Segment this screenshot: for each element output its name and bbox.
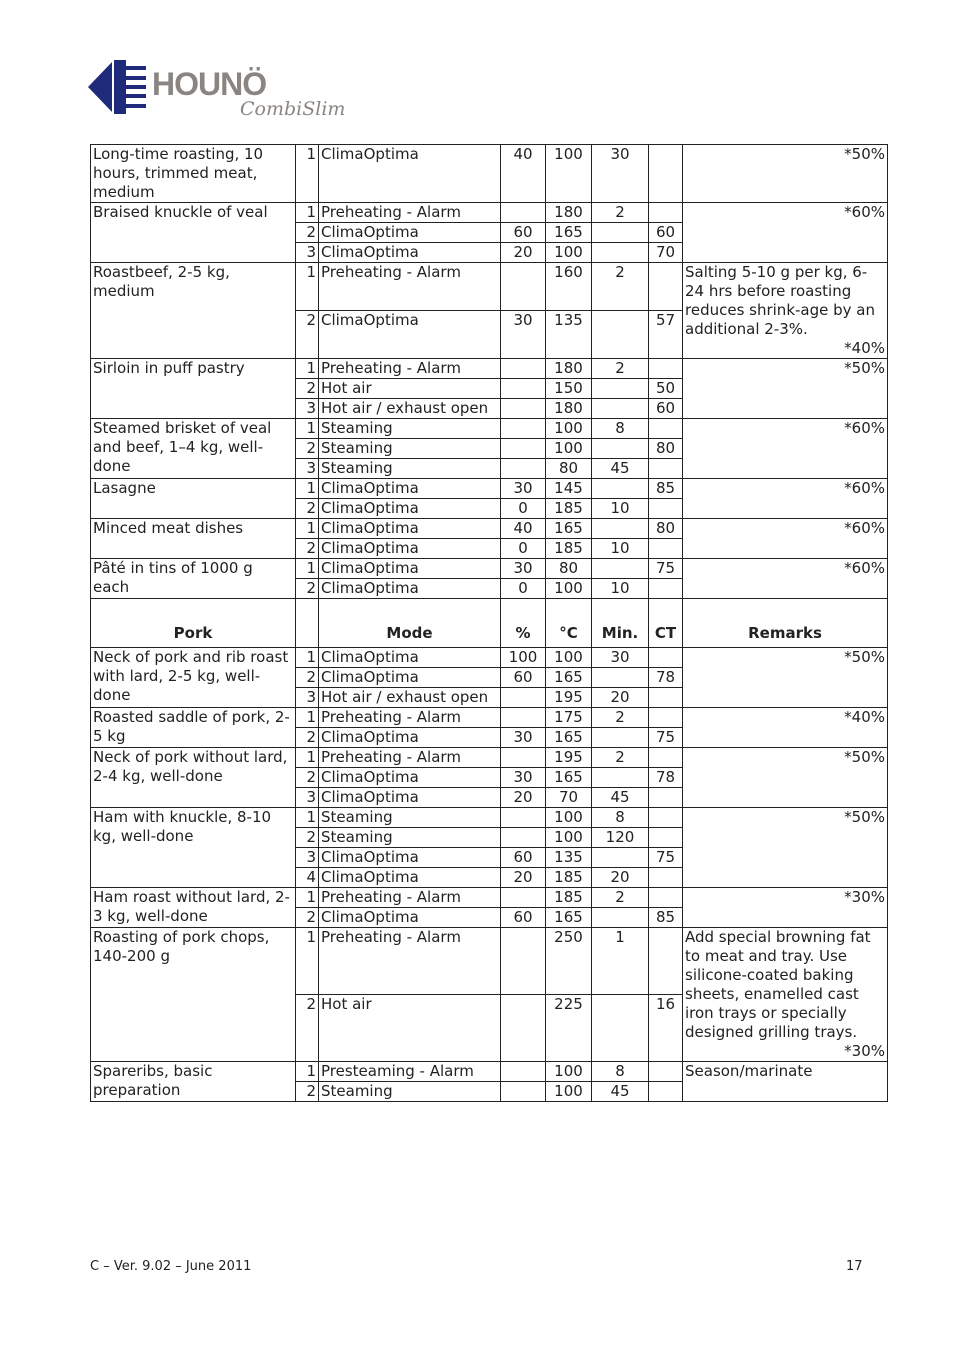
temperature: 165 — [546, 223, 592, 243]
minutes: 2 — [592, 359, 649, 379]
step-number: 1 — [296, 928, 319, 995]
cooking-mode: ClimaOptima — [319, 311, 501, 359]
cooking-mode: Preheating - Alarm — [319, 263, 501, 311]
remarks — [683, 145, 888, 203]
temperature: 225 — [546, 995, 592, 1062]
step-number: 1 — [296, 808, 319, 828]
core-temperature — [649, 359, 683, 379]
dish-name: Steamed brisket of veal and beef, 1–4 kg, well-done — [91, 419, 296, 479]
humidity-percent — [501, 459, 546, 479]
humidity-percent — [501, 688, 546, 708]
minutes: 10 — [592, 539, 649, 559]
minutes — [592, 479, 649, 499]
table-row — [91, 519, 888, 539]
humidity-percent: 0 — [501, 499, 546, 519]
cooking-mode: ClimaOptima — [319, 768, 501, 788]
temperature: 70 — [546, 788, 592, 808]
cooking-mode: ClimaOptima — [319, 499, 501, 519]
cooking-mode: ClimaOptima — [319, 848, 501, 868]
core-temperature: 75 — [649, 728, 683, 748]
core-temperature — [649, 419, 683, 439]
cooking-mode: Preheating - Alarm — [319, 748, 501, 768]
temperature: 165 — [546, 728, 592, 748]
core-temperature: 85 — [649, 908, 683, 928]
core-temperature: 60 — [649, 399, 683, 419]
remarks — [683, 1062, 888, 1102]
header-min: Min. — [592, 599, 649, 648]
minutes: 10 — [592, 499, 649, 519]
temperature: 185 — [546, 868, 592, 888]
cooking-table — [90, 144, 888, 1102]
minutes — [592, 908, 649, 928]
core-temperature — [649, 708, 683, 728]
temperature: 195 — [546, 688, 592, 708]
humidity-percent — [501, 439, 546, 459]
step-number: 3 — [296, 243, 319, 263]
humidity-percent — [501, 399, 546, 419]
humidity-percent: 30 — [501, 728, 546, 748]
temperature: 135 — [546, 311, 592, 359]
table-row — [91, 263, 888, 311]
humidity-percent — [501, 995, 546, 1062]
minutes: 45 — [592, 788, 649, 808]
core-temperature — [649, 499, 683, 519]
pork-header — [91, 599, 888, 648]
remarks — [683, 479, 888, 519]
dish-name: Pâté in tins of 1000 g each — [91, 559, 296, 599]
core-temperature: 70 — [649, 243, 683, 263]
step-number: 1 — [296, 263, 319, 311]
cooking-mode: Preheating - Alarm — [319, 708, 501, 728]
step-number: 3 — [296, 459, 319, 479]
cooking-mode: Hot air — [319, 379, 501, 399]
header-mode: Mode — [319, 599, 501, 648]
temperature: 195 — [546, 748, 592, 768]
cooking-mode: Preheating - Alarm — [319, 359, 501, 379]
step-number: 1 — [296, 519, 319, 539]
step-number: 2 — [296, 828, 319, 848]
table-row — [91, 479, 888, 499]
humidity-percent: 0 — [501, 539, 546, 559]
temperature: 185 — [546, 888, 592, 908]
header-pct: % — [501, 599, 546, 648]
humidity-percent: 60 — [501, 668, 546, 688]
hounoe-logo — [88, 52, 348, 127]
dish-name: Sirloin in puff pastry — [91, 359, 296, 419]
humidity-percent — [501, 748, 546, 768]
step-number: 1 — [296, 145, 319, 203]
humidity-percent — [501, 888, 546, 908]
temperature: 100 — [546, 419, 592, 439]
cooking-mode: Hot air / exhaust open — [319, 688, 501, 708]
minutes — [592, 439, 649, 459]
temperature: 100 — [546, 1062, 592, 1082]
core-temperature: 16 — [649, 995, 683, 1062]
core-temperature — [649, 459, 683, 479]
step-number: 3 — [296, 788, 319, 808]
temperature: 100 — [546, 808, 592, 828]
dish-name: Roasted saddle of pork, 2-5 kg — [91, 708, 296, 748]
humidity-percent: 40 — [501, 145, 546, 203]
minutes: 8 — [592, 1062, 649, 1082]
cooking-mode: ClimaOptima — [319, 648, 501, 668]
step-number: 1 — [296, 708, 319, 728]
cooking-mode: Hot air — [319, 995, 501, 1062]
core-temperature — [649, 1082, 683, 1102]
humidity-percent: 60 — [501, 848, 546, 868]
cooking-mode: Steaming — [319, 828, 501, 848]
humidity-percent — [501, 419, 546, 439]
remark-text: Add special browning fat to meat and tray. Use silicone-coated baking sheets, enamelled cast iron trays or specially designed grilling trays. — [685, 928, 871, 1041]
dish-name: Spareribs, basic preparation — [91, 1062, 296, 1102]
humidity-percent: 30 — [501, 479, 546, 499]
step-number: 1 — [296, 888, 319, 908]
minutes — [592, 243, 649, 263]
remarks — [683, 748, 888, 808]
table-row — [91, 648, 888, 668]
humidity-percent: 0 — [501, 579, 546, 599]
humidity-percent — [501, 1082, 546, 1102]
dish-name: Neck of pork and rib roast with lard, 2-5 kg, well-done — [91, 648, 296, 708]
minutes: 10 — [592, 579, 649, 599]
temperature: 145 — [546, 479, 592, 499]
step-number: 2 — [296, 311, 319, 359]
core-temperature — [649, 688, 683, 708]
core-temperature — [649, 263, 683, 311]
minutes: 30 — [592, 648, 649, 668]
header-ct: CT — [649, 599, 683, 648]
humidity-percent: 20 — [501, 788, 546, 808]
step-number: 3 — [296, 848, 319, 868]
cooking-mode: ClimaOptima — [319, 145, 501, 203]
remark-percent: *60% — [844, 203, 885, 221]
step-number: 3 — [296, 399, 319, 419]
step-number: 1 — [296, 648, 319, 668]
minutes: 45 — [592, 459, 649, 479]
minutes — [592, 399, 649, 419]
temperature: 185 — [546, 539, 592, 559]
minutes: 20 — [592, 868, 649, 888]
dish-name: Long-time roasting, 10 hours, trimmed meat, medium — [91, 145, 296, 203]
humidity-percent — [501, 928, 546, 995]
remark-text: Season/marinate — [685, 1062, 813, 1080]
minutes: 120 — [592, 828, 649, 848]
core-temperature: 75 — [649, 848, 683, 868]
core-temperature — [649, 888, 683, 908]
remark-percent: *60% — [844, 419, 885, 437]
cooking-mode: ClimaOptima — [319, 479, 501, 499]
minutes — [592, 728, 649, 748]
core-temperature: 78 — [649, 768, 683, 788]
remarks — [683, 263, 888, 359]
step-number: 2 — [296, 579, 319, 599]
humidity-percent — [501, 808, 546, 828]
humidity-percent — [501, 359, 546, 379]
core-temperature — [649, 203, 683, 223]
step-number: 1 — [296, 419, 319, 439]
humidity-percent: 30 — [501, 559, 546, 579]
cooking-mode: ClimaOptima — [319, 539, 501, 559]
header-temp: °C — [546, 599, 592, 648]
remarks — [683, 708, 888, 748]
minutes: 2 — [592, 748, 649, 768]
minutes — [592, 995, 649, 1062]
humidity-percent: 20 — [501, 868, 546, 888]
humidity-percent: 30 — [501, 768, 546, 788]
table-row — [91, 748, 888, 768]
dish-name: Braised knuckle of veal — [91, 203, 296, 263]
temperature: 100 — [546, 828, 592, 848]
humidity-percent — [501, 263, 546, 311]
remarks — [683, 888, 888, 928]
cooking-mode: Preheating - Alarm — [319, 203, 501, 223]
minutes — [592, 668, 649, 688]
header-row — [91, 599, 888, 648]
minutes: 1 — [592, 928, 649, 995]
minutes: 2 — [592, 708, 649, 728]
step-number: 1 — [296, 359, 319, 379]
table-row — [91, 559, 888, 579]
temperature: 250 — [546, 928, 592, 995]
remark-percent: *50% — [844, 359, 885, 377]
header-step — [296, 599, 319, 648]
footer-version: C – Ver. 9.02 – June 2011 — [90, 1259, 252, 1274]
remarks — [683, 808, 888, 888]
minutes — [592, 519, 649, 539]
step-number: 1 — [296, 748, 319, 768]
temperature: 150 — [546, 379, 592, 399]
humidity-percent — [501, 828, 546, 848]
cooking-mode: ClimaOptima — [319, 788, 501, 808]
step-number: 3 — [296, 688, 319, 708]
table-row — [91, 419, 888, 439]
core-temperature: 57 — [649, 311, 683, 359]
remark-percent: *40% — [844, 708, 885, 726]
header-dish: Pork — [91, 599, 296, 648]
core-temperature: 50 — [649, 379, 683, 399]
temperature: 100 — [546, 648, 592, 668]
core-temperature — [649, 1062, 683, 1082]
minutes: 8 — [592, 808, 649, 828]
cooking-mode: ClimaOptima — [319, 559, 501, 579]
temperature: 180 — [546, 359, 592, 379]
step-number: 2 — [296, 499, 319, 519]
humidity-percent: 60 — [501, 908, 546, 928]
remarks — [683, 648, 888, 708]
step-number: 1 — [296, 203, 319, 223]
humidity-percent: 20 — [501, 243, 546, 263]
core-temperature — [649, 748, 683, 768]
table-row — [91, 888, 888, 908]
core-temperature: 60 — [649, 223, 683, 243]
step-number: 1 — [296, 1062, 319, 1082]
core-temperature: 75 — [649, 559, 683, 579]
core-temperature — [649, 788, 683, 808]
remark-percent: *60% — [844, 479, 885, 497]
dish-name: Roasting of pork chops, 140-200 g — [91, 928, 296, 1062]
cooking-mode: ClimaOptima — [319, 243, 501, 263]
step-number: 2 — [296, 223, 319, 243]
step-number: 2 — [296, 668, 319, 688]
remark-percent: *50% — [844, 145, 885, 163]
remark-percent: *60% — [844, 559, 885, 577]
core-temperature — [649, 579, 683, 599]
humidity-percent — [501, 1062, 546, 1082]
minutes: 2 — [592, 888, 649, 908]
remark-percent: *50% — [844, 648, 885, 666]
minutes — [592, 559, 649, 579]
temperature: 185 — [546, 499, 592, 519]
temperature: 100 — [546, 145, 592, 203]
cooking-mode: ClimaOptima — [319, 668, 501, 688]
remark-percent: *40% — [844, 339, 885, 357]
cooking-mode: Steaming — [319, 419, 501, 439]
remark-text: Salting 5-10 g per kg, 6-24 hrs before roasting reduces shrink-age by an additional 2-3%. — [685, 263, 875, 338]
table-row — [91, 808, 888, 828]
step-number: 2 — [296, 995, 319, 1062]
temperature: 165 — [546, 668, 592, 688]
temperature: 165 — [546, 908, 592, 928]
dish-name: Ham with knuckle, 8-10 kg, well-done — [91, 808, 296, 888]
cooking-mode: ClimaOptima — [319, 728, 501, 748]
dish-name: Lasagne — [91, 479, 296, 519]
minutes — [592, 379, 649, 399]
remarks — [683, 359, 888, 419]
core-temperature — [649, 648, 683, 668]
minutes: 45 — [592, 1082, 649, 1102]
temperature: 100 — [546, 439, 592, 459]
temperature: 100 — [546, 579, 592, 599]
step-number: 4 — [296, 868, 319, 888]
cooking-mode: Steaming — [319, 808, 501, 828]
core-temperature — [649, 539, 683, 559]
table-row — [91, 1062, 888, 1082]
cooking-mode: Preheating - Alarm — [319, 928, 501, 995]
temperature: 180 — [546, 203, 592, 223]
table-row — [91, 928, 888, 995]
core-temperature — [649, 928, 683, 995]
table-row — [91, 359, 888, 379]
temperature: 100 — [546, 243, 592, 263]
table-row — [91, 203, 888, 223]
remarks — [683, 559, 888, 599]
logo-wordmark: HOUNÖ — [152, 66, 267, 102]
core-temperature — [649, 868, 683, 888]
remark-percent: *30% — [844, 1042, 885, 1060]
core-temperature: 80 — [649, 519, 683, 539]
cooking-mode: ClimaOptima — [319, 908, 501, 928]
table-row — [91, 145, 888, 203]
humidity-percent: 40 — [501, 519, 546, 539]
temperature: 160 — [546, 263, 592, 311]
logo-emblem-icon — [88, 56, 150, 118]
cooking-mode: Preheating - Alarm — [319, 888, 501, 908]
dish-name: Minced meat dishes — [91, 519, 296, 559]
core-temperature — [649, 828, 683, 848]
core-temperature — [649, 808, 683, 828]
step-number: 1 — [296, 479, 319, 499]
table-body-after — [91, 648, 888, 1102]
cooking-mode: Steaming — [319, 439, 501, 459]
cooking-mode: ClimaOptima — [319, 579, 501, 599]
remarks — [683, 419, 888, 479]
core-temperature — [649, 145, 683, 203]
cooking-mode: Steaming — [319, 459, 501, 479]
minutes: 2 — [592, 263, 649, 311]
header-remarks: Remarks — [683, 599, 888, 648]
cooking-mode: ClimaOptima — [319, 519, 501, 539]
temperature: 165 — [546, 768, 592, 788]
core-temperature: 80 — [649, 439, 683, 459]
cooking-mode: ClimaOptima — [319, 223, 501, 243]
temperature: 100 — [546, 1082, 592, 1102]
step-number: 2 — [296, 1082, 319, 1102]
core-temperature: 78 — [649, 668, 683, 688]
step-number: 2 — [296, 439, 319, 459]
dish-name: Neck of pork without lard, 2-4 kg, well-done — [91, 748, 296, 808]
temperature: 175 — [546, 708, 592, 728]
dish-name: Roastbeef, 2-5 kg, medium — [91, 263, 296, 359]
minutes — [592, 223, 649, 243]
humidity-percent — [501, 203, 546, 223]
humidity-percent — [501, 379, 546, 399]
minutes: 20 — [592, 688, 649, 708]
humidity-percent — [501, 708, 546, 728]
humidity-percent: 100 — [501, 648, 546, 668]
logo-subtitle: CombiSlim — [240, 98, 346, 120]
cooking-mode: ClimaOptima — [319, 868, 501, 888]
temperature: 80 — [546, 459, 592, 479]
humidity-percent: 60 — [501, 223, 546, 243]
minutes — [592, 768, 649, 788]
remark-percent: *50% — [844, 748, 885, 766]
remark-percent: *30% — [844, 888, 885, 906]
dish-name: Ham roast without lard, 2-3 kg, well-done — [91, 888, 296, 928]
footer-page-number: 17 — [846, 1259, 863, 1274]
step-number: 2 — [296, 728, 319, 748]
minutes: 8 — [592, 419, 649, 439]
step-number: 2 — [296, 379, 319, 399]
step-number: 2 — [296, 539, 319, 559]
remark-percent: *60% — [844, 519, 885, 537]
remarks — [683, 203, 888, 263]
cooking-mode: Hot air / exhaust open — [319, 399, 501, 419]
table-row — [91, 708, 888, 728]
temperature: 165 — [546, 519, 592, 539]
minutes — [592, 311, 649, 359]
remarks — [683, 928, 888, 1062]
step-number: 2 — [296, 908, 319, 928]
step-number: 1 — [296, 559, 319, 579]
cooking-mode: Presteaming - Alarm — [319, 1062, 501, 1082]
temperature: 80 — [546, 559, 592, 579]
humidity-percent: 30 — [501, 311, 546, 359]
minutes: 30 — [592, 145, 649, 203]
minutes: 2 — [592, 203, 649, 223]
cooking-mode: Steaming — [319, 1082, 501, 1102]
remark-percent: *50% — [844, 808, 885, 826]
table-body-before — [91, 145, 888, 599]
core-temperature: 85 — [649, 479, 683, 499]
temperature: 180 — [546, 399, 592, 419]
temperature: 135 — [546, 848, 592, 868]
minutes — [592, 848, 649, 868]
remarks — [683, 519, 888, 559]
step-number: 2 — [296, 768, 319, 788]
